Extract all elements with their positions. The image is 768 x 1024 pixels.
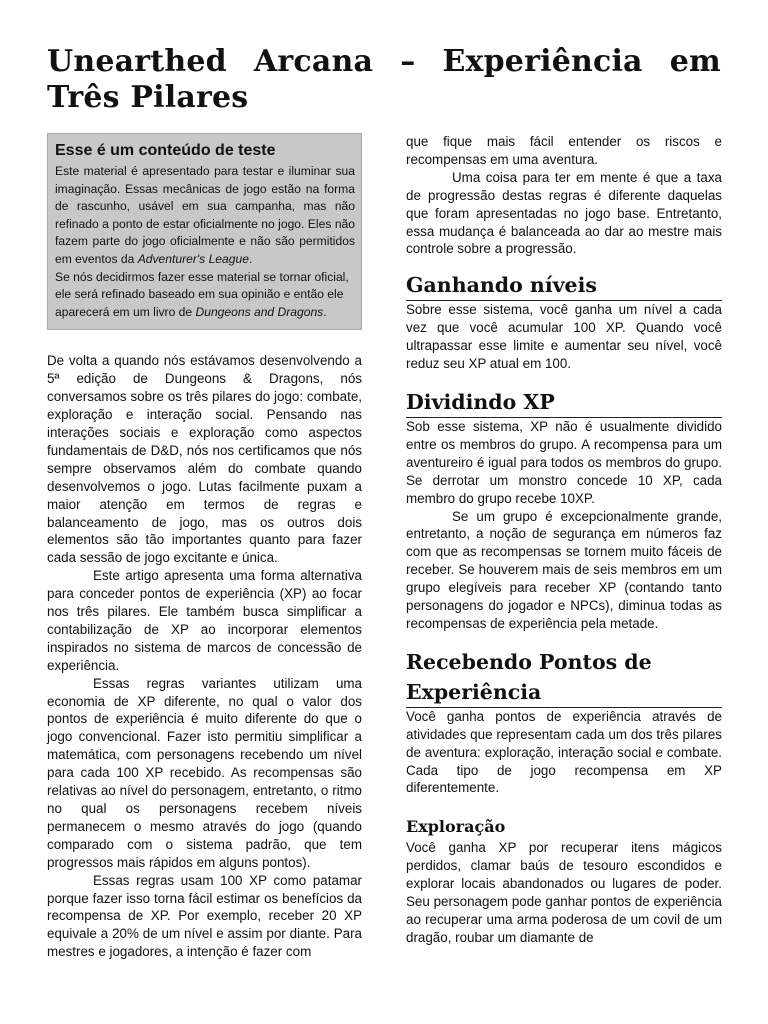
heading-recebendo-pontos: Recebendo Pontos de Experiência bbox=[406, 647, 722, 708]
heading-dividindo-xp: Dividindo XP bbox=[406, 387, 722, 418]
xp-economy-paragraph: Essas regras variantes utilizam uma economia de XP diferente, no qual o valor dos pontos de experiência é muito diferente do que o jogo convencional. Fazer isto permitiu simplificar a matemática, com personagens recebendo um nível para cada 100 XP recebido. As recompensas são relativas ao nível do personagem, entretanto, o ritmo no qual os personagens recebem níveis permanecem o mesmo através do jogo (quando comparado com o sistema padrão, que tem progressos mais rápidos em alguns pontos). bbox=[47, 675, 362, 870]
dividindo-paragraph-2: Se um grupo é excepcionalmente grande, entretanto, a noção de segurança em números faz com que as recompensas se tornem muito fáceis de receber. Se houverem mais de seis membros em um grupo elegíveis para receber XP (contando tanto personagens do jogador e NPCs), diminua todas as recompensas de experiência pela metade. bbox=[406, 508, 722, 631]
continued-paragraph: que fique mais fácil entender os riscos e recompensas em uma aventura. bbox=[406, 134, 722, 167]
xp-threshold-paragraph: Essas regras usam 100 XP como patamar porque fazer isso torna fácil estimar os benefícios da recompensa de XP. Por exemplo, receber 20 XP equivale a 20% de um nível e assim por diante. Para mestres e jogadores, a intenção é fazer com bbox=[47, 872, 362, 960]
intro-paragraph: De volta a quando nós estávamos desenvolvendo a 5ª edição de Dungeons & Dragons, nós conversamos sobre os três pilares do jogo: combate, exploração e interação social. Pensando nas interações sociais e exploração como aspectos fundamentais de D&D, nós nos certificamos que nós sempre observamos além do combate quando desenvolvemos o jogo. Lutas facilmente puxam a maior atenção em termos de regras e balanceamento de jogo, mas os outros dois elementos são tão importantes quanto para fazer cada sessão de jogo excitante e única. bbox=[47, 353, 362, 566]
note-title: Esse é um conteúdo de teste bbox=[55, 142, 276, 159]
heading-exploracao: Exploração bbox=[406, 817, 506, 837]
exploracao-paragraph: Você ganha XP por recuperar itens mágicos perdidos, clamar baús de tesouro escondidos e explorar locais abandonados ou lugares de poder. Seu personagem pode ganhar pontos de experiência ao recuperar uma arma poderosa de um covil de um dragão, roubar um diamante de bbox=[406, 840, 722, 945]
note-paragraph-2: Se nós decidirmos fazer esse material se tornar oficial, ele será refinado baseado em sua opinião e então ele aparecerá em um livro de Dungeons and Dragons. bbox=[55, 269, 349, 319]
progression-paragraph: Uma coisa para ter em mente é que a taxa de progressão destas regras é diferente daquelas que foram apresentadas no jogo base. Entretanto, essa mudança é balanceada ao dar ao mestre mais controle sobre a progressão. bbox=[406, 169, 722, 257]
note-paragraph-1: Este material é apresentado para testar e iluminar sua imaginação. Essas mecânicas de jogo estão na forma de rascunho, usável em sua campanha, mas não refinado a ponto de estar oficialmente no jogo. Eles não fazem parte do jogo oficialmente e não são permitidos em eventos da Adventurer's League. bbox=[55, 164, 355, 266]
ganhando-paragraph: Sobre esse sistema, você ganha um nível a cada vez que você acumular 100 XP. Quando você ultrapassar esse limite e aumentar seu nível, você reduz seu XP atual em 100. bbox=[406, 302, 722, 372]
page-title: Unearthed Arcana – Experiência em Três Pilares bbox=[47, 44, 721, 115]
left-column bbox=[47, 133, 362, 961]
recebendo-paragraph: Você ganha pontos de experiência através de atividades que representam cada um dos três pilares de aventura: exploração, interação social e combate. Cada tipo de jogo recompensa em XP diferentemente. bbox=[406, 708, 722, 796]
heading-ganhando-niveis: Ganhando níveis bbox=[406, 270, 722, 301]
test-content-note bbox=[47, 133, 362, 330]
right-column bbox=[406, 133, 722, 947]
dividindo-paragraph-1: Sob esse sistema, XP não é usualmente dividido entre os membros do grupo. A recompensa para um aventureiro é igual para todos os membros do grupo. Se derrotar um monstro concede 10 XP, cada membro do grupo recebe 10XP. bbox=[406, 418, 722, 506]
article-purpose-paragraph: Este artigo apresenta uma forma alternativa para conceder pontos de experiência (XP) ao focar nos três pilares. Ele também busca simplificar a contabilização de XP ao incorporar elementos inspirados no sistema de marcos de concessão de experiência. bbox=[47, 568, 362, 673]
